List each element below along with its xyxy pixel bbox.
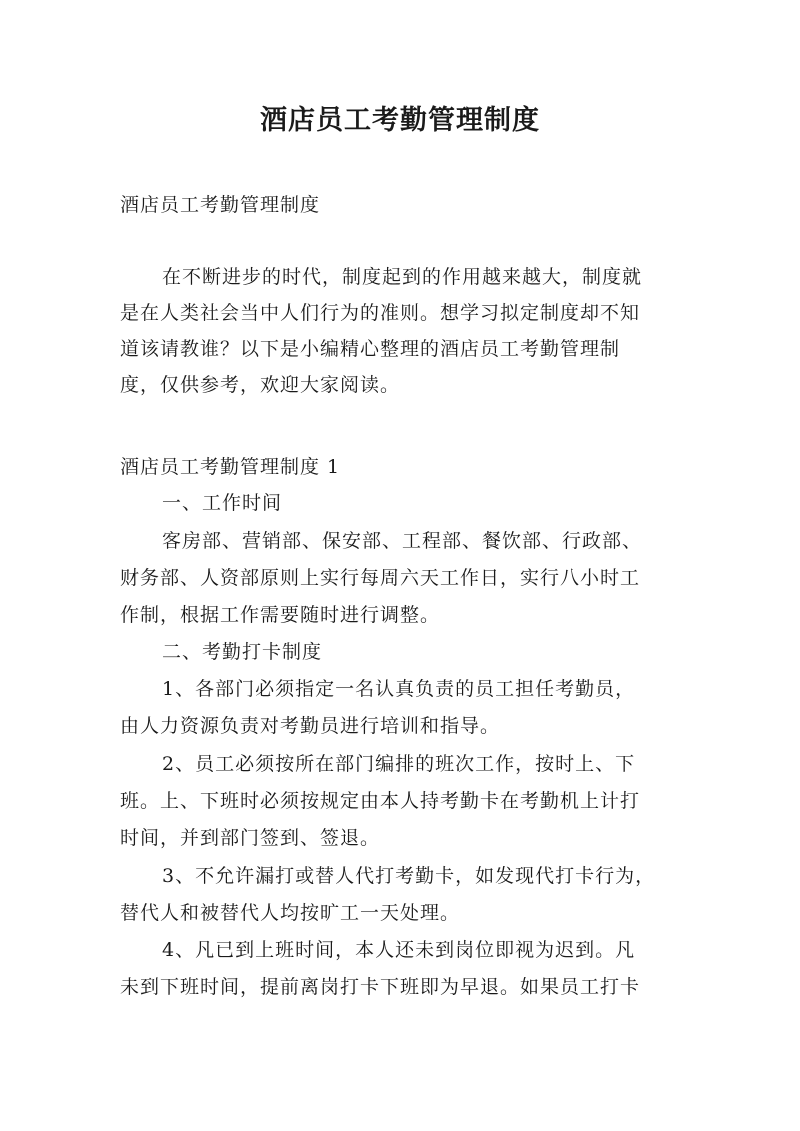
- item4-line: 未到下班时间，提前离岗打卡下班即为早退。如果员工打卡: [120, 976, 641, 998]
- item1-line: 由人力资源负责对考勤员进行培训和指导。: [120, 715, 501, 737]
- intro-line: 度，仅供参考，欢迎大家阅读。: [120, 374, 401, 396]
- intro-line: 是在人类社会当中人们行为的准则。想学习拟定制度却不知: [120, 302, 641, 324]
- item3-line: 替代人和被替代人均按旷工一天处理。: [120, 902, 461, 924]
- intro-line: 在不断进步的时代，制度起到的作用越来越大，制度就: [162, 266, 643, 288]
- intro-line: 道该请教谁？以下是小编精心整理的酒店员工考勤管理制: [120, 338, 621, 360]
- document-subtitle: 酒店员工考勤管理制度: [120, 194, 321, 216]
- item2-line: 2、员工必须按所在部门编排的班次工作，按时上、下: [162, 753, 636, 775]
- item2-line: 时间，并到部门签到、签退。: [120, 827, 381, 849]
- item3-line: 3、不允许漏打或替人代打考勤卡，如发现代打卡行为，: [162, 865, 656, 887]
- document-title: 酒店员工考勤管理制度: [260, 105, 540, 136]
- part2-heading: 二、考勤打卡制度: [162, 641, 323, 663]
- part1-body-line: 作制，根据工作需要随时进行调整。: [120, 604, 441, 626]
- item4-line: 4、凡已到上班时间，本人还未到岗位即视为迟到。凡: [162, 939, 636, 961]
- item1-line: 1、各部门必须指定一名认真负责的员工担任考勤员，: [162, 678, 636, 700]
- part1-body-line: 客房部、营销部、保安部、工程部、餐饮部、行政部、: [162, 530, 643, 552]
- item2-line: 班。上、下班时必须按规定由本人持考勤卡在考勤机上计打: [120, 790, 641, 812]
- part1-heading: 一、工作时间: [162, 492, 283, 514]
- part1-body-line: 财务部、人资部原则上实行每周六天工作日，实行八小时工: [120, 567, 641, 589]
- section-heading: 酒店员工考勤管理制度 1: [120, 456, 341, 478]
